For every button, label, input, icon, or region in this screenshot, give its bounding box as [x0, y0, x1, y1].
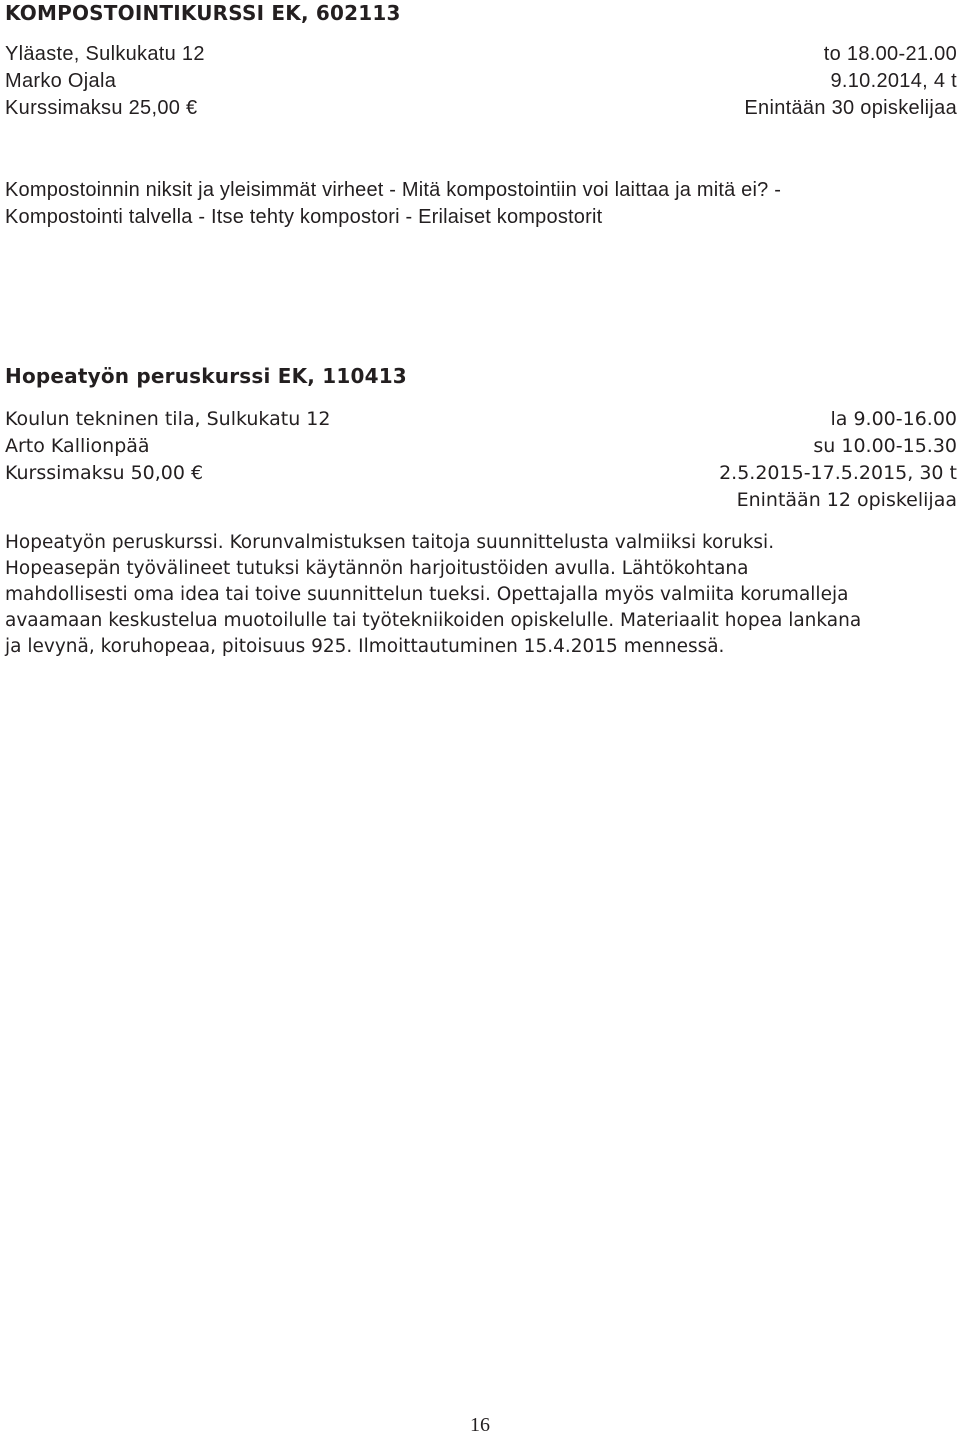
course-time-saturday: la 9.00-16.00 — [830, 408, 957, 430]
description-line: avaamaan keskustelua muotoilulle tai työtekniikoiden opiskelulle. Materiaalit hopea lankana — [5, 610, 862, 631]
course-teacher: Marko Ojala — [5, 70, 117, 92]
course-fee: Kurssimaksu 50,00 € — [5, 462, 204, 484]
course-location: Yläaste, Sulkukatu 12 — [5, 43, 205, 65]
course-capacity: Enintään 30 opiskelijaa — [744, 97, 957, 119]
course-fee: Kurssimaksu 25,00 € — [5, 97, 198, 119]
course-title: Hopeatyön peruskurssi EK, 110413 — [5, 364, 407, 388]
course-description — [5, 530, 957, 660]
course-capacity: Enintään 12 opiskelijaa — [736, 489, 957, 511]
course-kompostointikurssi — [5, 0, 957, 231]
course-teacher: Arto Kallionpää — [5, 435, 150, 457]
description-line: Hopeasepän työvälineet tutuksi käytännön harjoitustöiden avulla. Lähtökohtana — [5, 558, 749, 579]
course-info-right — [744, 41, 957, 122]
course-time: to 18.00-21.00 — [823, 43, 957, 65]
course-time-sunday: su 10.00-15.30 — [813, 435, 957, 457]
course-description — [5, 177, 957, 231]
course-info-left — [5, 41, 205, 122]
course-info — [5, 41, 957, 122]
description-line: Kompostoinnin niksit ja yleisimmät virheet - Mitä kompostointiin voi laittaa ja mitä ei? - — [5, 179, 782, 201]
description-line: Kompostointi talvella - Itse tehty kompostori - Erilaiset kompostorit — [5, 206, 603, 228]
course-location: Koulun tekninen tila, Sulkukatu 12 — [5, 408, 331, 430]
course-title: KOMPOSTOINTIKURSSI EK, 602113 — [5, 1, 401, 25]
description-line: ja levynä, koruhopeaa, pitoisuus 925. Ilmoittautuminen 15.4.2015 mennessä. — [5, 636, 725, 657]
course-info — [5, 406, 957, 514]
course-info-left — [5, 406, 330, 487]
description-line: mahdollisesti oma idea tai toive suunnittelun tueksi. Opettajalla myös valmiita korumalleja — [5, 584, 849, 605]
course-hopeatyon-peruskurssi — [5, 362, 957, 660]
course-dates: 9.10.2014, 4 t — [830, 70, 957, 92]
course-dates: 2.5.2015-17.5.2015, 30 t — [719, 462, 957, 484]
course-info-right — [719, 406, 957, 514]
description-line: Hopeatyön peruskurssi. Korunvalmistuksen taitoja suunnittelusta valmiiksi koruksi. — [5, 532, 775, 553]
page-number: 16 — [470, 1414, 490, 1436]
